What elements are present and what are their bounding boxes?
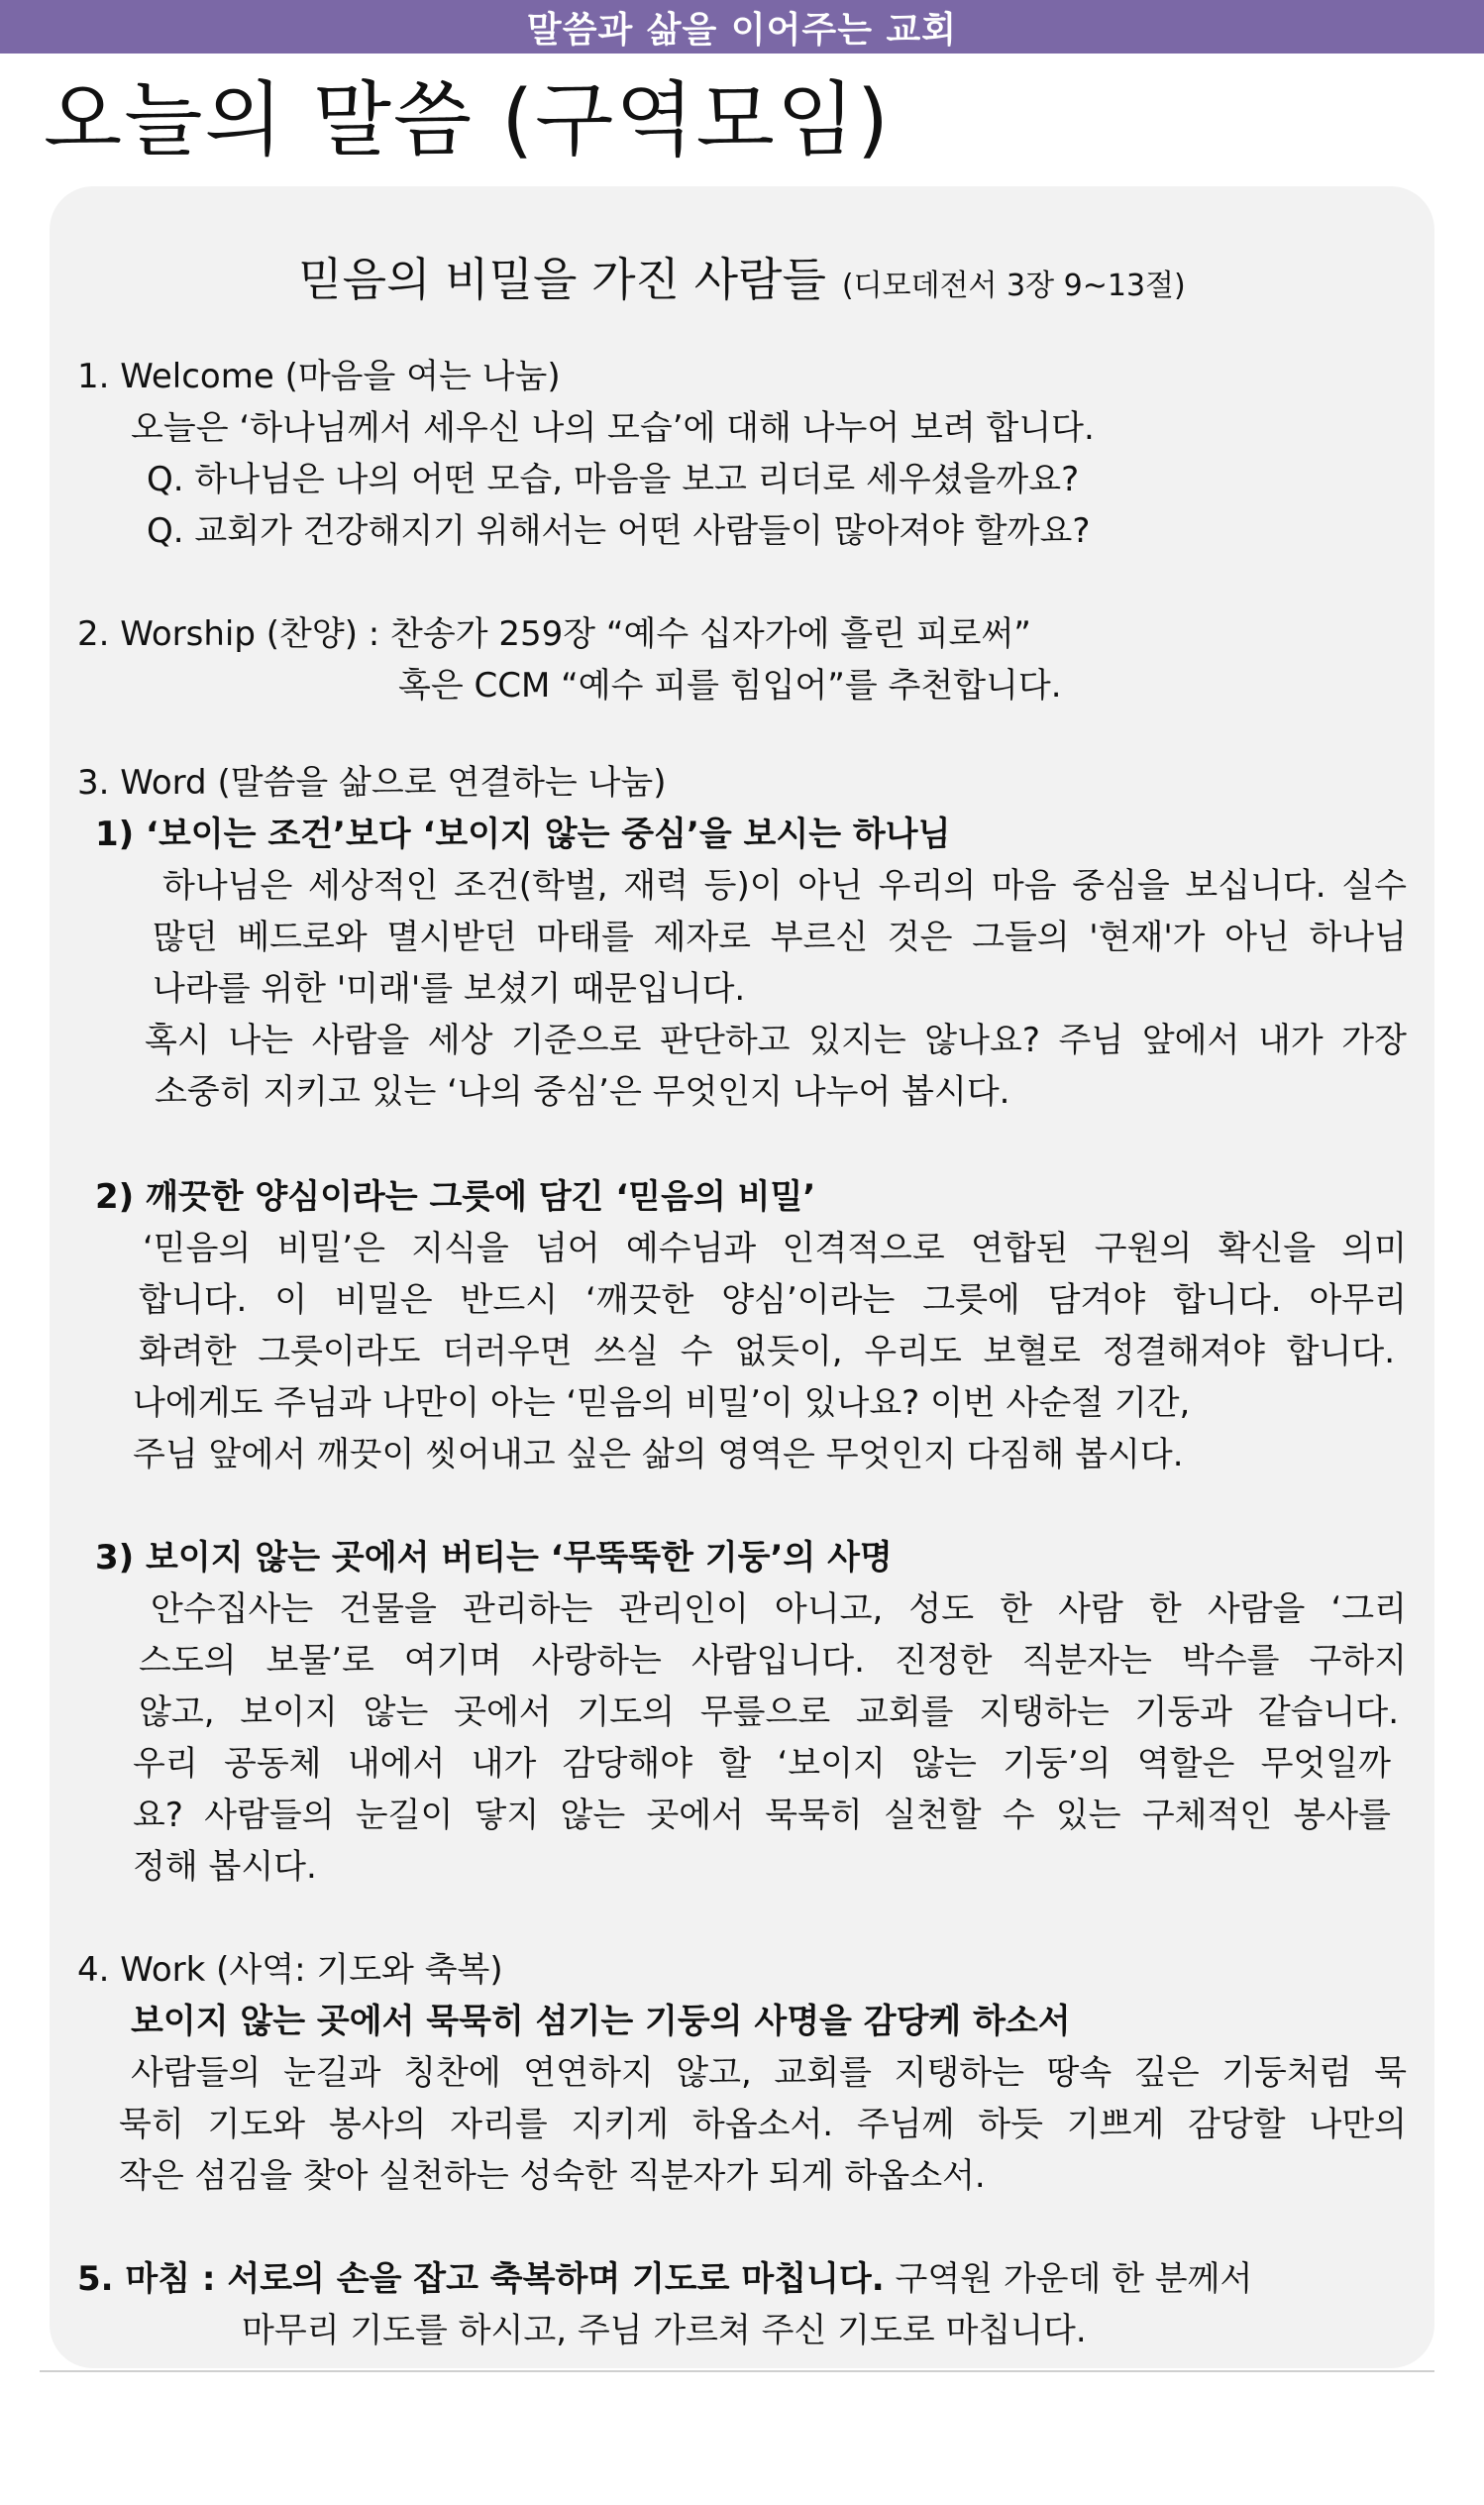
word-point-2-line: 합니다. 이 비밀은 반드시 ‘깨끗한 양심’이라는 그릇에 담겨야 합니다. 아무리 [139, 1280, 1407, 1320]
word-point-3-line: 스도의 보물’로 여기며 사랑하는 사람입니다. 진정한 직분자는 박수를 구하지 [139, 1641, 1407, 1681]
closing-line-2: 마무리 기도를 하시고, 주님 가르쳐 주신 기도로 마칩니다. [242, 2311, 1087, 2350]
content-card [50, 186, 1434, 2368]
section-welcome-heading: 1. Welcome (마음을 여는 나눔) [77, 357, 561, 396]
section-closing-line [77, 2253, 1252, 2305]
work-prayer-line: 작은 섬김을 찾아 실천하는 성숙한 직분자가 되게 하옵소서. [119, 2156, 986, 2196]
word-point-1-line: 소중히 지키고 있는 ‘나의 중심’은 무엇인지 나누어 봅시다. [155, 1072, 1010, 1112]
word-point-2-title: 2) 깨끗한 양심이라는 그릇에 담긴 ‘믿음의 비밀’ [95, 1177, 816, 1217]
scripture-reference: (디모데전서 3장 9~13절) [841, 269, 1186, 303]
work-prayer-title: 보이지 않는 곳에서 묵묵히 섬기는 기둥의 사명을 감당케 하소서 [131, 2002, 1071, 2041]
page-title: 오늘의 말씀 (구역모임) [44, 73, 892, 167]
work-prayer-line: 사람들의 눈길과 칭찬에 연연하지 않고, 교회를 지탱하는 땅속 깊은 기둥처럼 묵 [131, 2053, 1407, 2093]
word-point-3-line: 정해 봅시다. [133, 1847, 317, 1887]
word-point-1-line: 나라를 위한 '미래'를 보셨기 때문입니다. [153, 969, 746, 1009]
word-point-2-line: 화려한 그릇이라도 더러우면 쓰실 수 없듯이, 우리도 보혈로 정결해져야 합니다. [139, 1332, 1395, 1371]
section-worship-line: 2. Worship (찬양) : 찬송가 259장 “예수 십자가에 흘린 피로써” [77, 614, 1031, 654]
welcome-question-1: Q. 하나님은 나의 어떤 모습, 마음을 보고 리더로 세우셨을까요? [147, 460, 1080, 499]
bottom-divider [40, 2370, 1434, 2372]
section-work-heading: 4. Work (사역: 기도와 축복) [77, 1950, 503, 1990]
section-word-heading: 3. Word (말씀을 삶으로 연결하는 나눔) [77, 763, 667, 803]
word-point-1-line: 혹시 나는 사람을 세상 기준으로 판단하고 있지는 않나요? 주님 앞에서 내가 가장 [145, 1021, 1407, 1060]
closing-bold-text: 5. 마침 : 서로의 손을 잡고 축복하며 기도로 마칩니다. [77, 2259, 885, 2299]
welcome-intro: 오늘은 ‘하나님께서 세우신 나의 모습’에 대해 나누어 보려 합니다. [131, 408, 1095, 448]
word-point-3-line: 안수집사는 건물을 관리하는 관리인이 아니고, 성도 한 사람 한 사람을 ‘그리 [151, 1589, 1407, 1629]
church-banner [0, 0, 1484, 54]
work-prayer-line: 묵히 기도와 봉사의 자리를 지키게 하옵소서. 주님께 하듯 기쁘게 감당할 나만의 [119, 2105, 1407, 2144]
word-point-2-line: ‘믿음의 비밀’은 지식을 넘어 예수님과 인격적으로 연합된 구원의 확신을 의미 [143, 1229, 1407, 1268]
closing-rest-text: 구역원 가운데 한 분께서 [884, 2259, 1253, 2299]
worship-ccm-line: 혹은 CCM “예수 피를 힘입어”를 추천합니다. [398, 666, 1062, 706]
lesson-title [50, 244, 1434, 309]
word-point-3-line: 않고, 보이지 않는 곳에서 기도의 무릎으로 교회를 지탱하는 기둥과 같습니다. [139, 1692, 1399, 1732]
word-point-3-title: 3) 보이지 않는 곳에서 버티는 ‘무뚝뚝한 기둥’의 사명 [95, 1538, 893, 1578]
word-point-2-line: 주님 앞에서 깨끗이 씻어내고 싶은 삶의 영역은 무엇인지 다짐해 봅시다. [133, 1435, 1184, 1474]
word-point-3-line: 요? 사람들의 눈길이 닿지 않는 곳에서 묵묵히 실천할 수 있는 구체적인 봉사를 [133, 1796, 1391, 1835]
word-point-1-title: 1) ‘보이는 조건’보다 ‘보이지 않는 중심’을 보시는 하나님 [95, 815, 951, 854]
word-point-2-line: 나에게도 주님과 나만이 아는 ‘믿음의 비밀’이 있나요? 이번 사순절 기간, [133, 1383, 1191, 1423]
word-point-1-line: 많던 베드로와 멸시받던 마태를 제자로 부르신 것은 그들의 '현재'가 아닌 하나님 [153, 918, 1407, 957]
word-point-3-line: 우리 공동체 내에서 내가 감당해야 할 ‘보이지 않는 기둥’의 역할은 무엇일까 [133, 1744, 1391, 1784]
lesson-title-text: 믿음의 비밀을 가진 사람들 [298, 253, 826, 306]
welcome-question-2: Q. 교회가 건강해지기 위해서는 어떤 사람들이 많아져야 할까요? [147, 511, 1091, 551]
word-point-1-line: 하나님은 세상적인 조건(학벌, 재력 등)이 아닌 우리의 마음 중심을 보십니다. 실수 [162, 866, 1407, 906]
banner-text: 말씀과 삶을 이어주는 교회 [526, 9, 958, 51]
